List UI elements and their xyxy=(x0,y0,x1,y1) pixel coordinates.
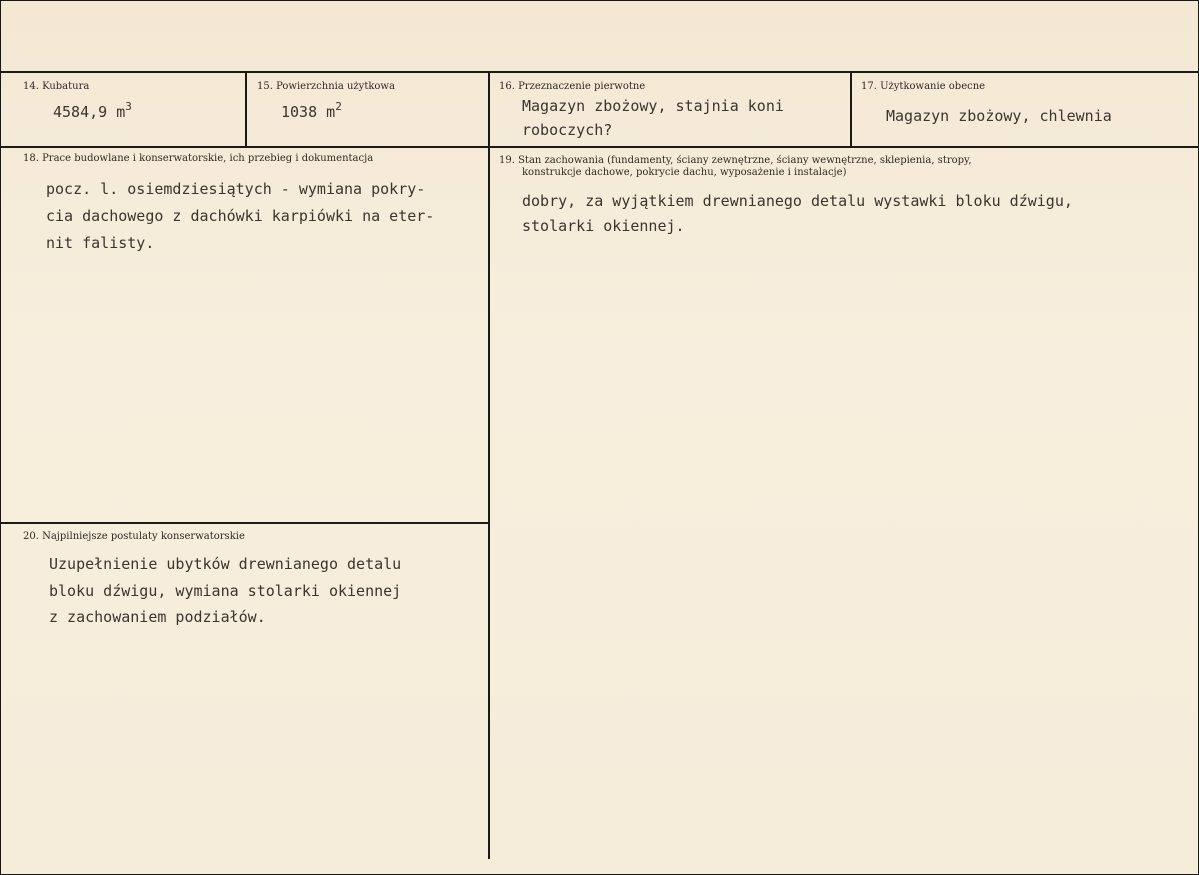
row-1-bottom-rule xyxy=(1,146,1199,148)
field-20-line-3: z zachowaniem podziałów. xyxy=(49,608,266,626)
field-17-label: 17. Użytkowanie obecne xyxy=(861,81,986,92)
field-15-number: 1038 m xyxy=(281,103,336,121)
field-18-line-1: pocz. l. osiemdziesiątych - wymiana pokry- xyxy=(46,180,426,198)
field-15-value xyxy=(281,99,342,125)
field-14-exponent: 3 xyxy=(125,100,132,113)
divider-16-17 xyxy=(850,71,852,148)
field-16-line-2: roboczych? xyxy=(522,121,613,139)
field-20-line-2: bloku dźwigu, wymiana stolarki okiennej xyxy=(49,582,402,600)
field-15-exponent: 2 xyxy=(335,100,342,113)
field-19-label-line-1: 19. Stan zachowania (fundamenty, ściany zewnętrzne, ściany wewnętrzne, sklepienia, stropy, xyxy=(499,155,972,166)
field-14-value xyxy=(53,99,132,125)
main-vertical-divider xyxy=(488,71,490,859)
section-18-bottom-rule xyxy=(1,522,490,524)
top-row-rule xyxy=(1,71,1199,73)
field-18-line-2: cia dachowego z dachówki karpiówki na eter- xyxy=(46,207,435,225)
field-20-label: 20. Najpilniejsze postulaty konserwatorskie xyxy=(23,531,245,542)
field-16-line-1: Magazyn zbożowy, stajnia koni xyxy=(522,97,784,115)
field-18-label: 18. Prace budowlane i konserwatorskie, ich przebieg i dokumentacja xyxy=(23,153,374,164)
field-19-label-line-2: konstrukcje dachowe, pokrycie dachu, wyposażenie i instalacje) xyxy=(522,167,847,178)
field-14-label: 14. Kubatura xyxy=(23,81,90,92)
field-14-number: 4584,9 m xyxy=(53,103,126,121)
divider-14-15 xyxy=(245,71,247,148)
field-16-label: 16. Przeznaczenie pierwotne xyxy=(499,81,646,92)
field-19-line-1: dobry, za wyjątkiem drewnianego detalu wystawki bloku dźwigu, xyxy=(522,192,1073,210)
field-18-line-3: nit falisty. xyxy=(46,234,155,252)
field-15-label: 15. Powierzchnia użytkowa xyxy=(257,81,395,92)
field-19-line-2: stolarki okiennej. xyxy=(522,217,685,235)
field-17-value: Magazyn zbożowy, chlewnia xyxy=(886,107,1112,125)
field-20-line-1: Uzupełnienie ubytków drewnianego detalu xyxy=(49,555,402,573)
